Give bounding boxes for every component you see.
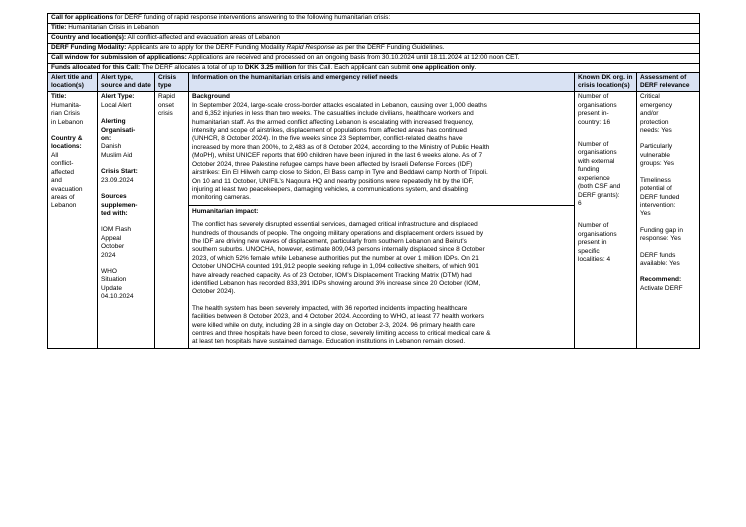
crisis-type-line: Rapid [158, 93, 175, 101]
alert-type-label: Alert Type: [101, 93, 135, 101]
funds-label: Funds allocated for this Call: [51, 63, 141, 71]
impact-line: southern suburbs. UNOCHA, however, estimate 809,043 persons internally displaced since 8 October [192, 246, 485, 254]
funds-amount: DKK 3.25 million [244, 63, 297, 71]
background-line: humanitarian staff. As the armed conflict affecting Lebanon is escalating with increased frequency, [192, 118, 474, 126]
background-line: October 2024, three Palestine refugee camps have been affected by Israeli Defense Forces (IDF) [192, 160, 473, 168]
impact-line: identified Lebanon has recorded 833,391 IDPs showing around 3% increase since 20 October (IOM, [192, 279, 481, 287]
funds-once: one application only [411, 63, 475, 71]
alert-title-line: rian Crisis [51, 110, 80, 118]
alerting-org-label: on: [101, 135, 112, 143]
column-header-information: Information on the humanitarian crisis and emergency relief needs [189, 73, 575, 92]
source-who: Situation [101, 276, 127, 284]
modality-text-2: as per the DERF Funding Guidelines. [334, 43, 445, 51]
alerting-org-value: Muslim Aid [101, 151, 133, 159]
title-label: Title: [51, 23, 67, 31]
title-row [48, 23, 700, 33]
crisis-type-cell [155, 92, 189, 348]
org-funding-line: organisations [578, 149, 617, 157]
alerting-org-label: Alerting [101, 118, 126, 126]
call-text: for DERF funding of rapid response interventions answering to the following humanitarian crisis: [113, 14, 391, 21]
country-label: Country and location(s): [51, 33, 127, 41]
org-count-line: organisations [578, 101, 617, 109]
impact-line: the IDF are driving new waves of displacement, particularly from southern Lebanon and Beirut’s [192, 237, 467, 245]
background-line: In September 2024, large-scale cross-border attacks escalated in Lebanon, causing over 1,000 deaths [192, 101, 487, 109]
sources-label: supplemen- [101, 201, 138, 209]
call-document [47, 13, 699, 349]
call-table [47, 13, 700, 349]
org-funding-line: (both CSF and [578, 183, 621, 191]
recommend-value: Activate DERF [640, 284, 683, 292]
modality-label: DERF Funding Modality: [51, 43, 127, 51]
assessment-timeliness: Yes [640, 210, 651, 218]
sources-label: Sources [101, 193, 127, 201]
impact-line: October 2024). [192, 288, 236, 296]
org-funding-line: 6 [578, 199, 582, 207]
country-locations-line: Lebanon [51, 202, 77, 210]
funds-cell [48, 63, 700, 73]
alert-title-cell [48, 92, 98, 348]
impact-section [189, 206, 574, 348]
background-line: increased by more than 200%, to 2,483 as of 8 October 2024, according to the Ministry of Public Health [192, 143, 490, 151]
country-locations-line: affected [51, 168, 75, 176]
background-line: (MoPH), whilst UNICEF reports that 690 children have been injured in the last 6 weeks alone. As of 7 [192, 152, 483, 160]
column-header-assessment: Assessment of DERF relevance [637, 73, 700, 92]
crisis-type-line: onset [158, 101, 174, 109]
alert-row [48, 92, 700, 348]
org-funding-line: DERF grants): [578, 191, 620, 199]
source-iom: IOM Flash [101, 226, 131, 234]
assessment-funds-available: DERF funds [640, 251, 676, 259]
impact-line: hundreds of thousands of people. The ongoing military operations and displacement orders issued by [192, 229, 484, 237]
assessment-vulnerable: Particularly [640, 143, 673, 151]
country-locations-label: locations: [51, 143, 82, 151]
source-iom: October [101, 243, 125, 251]
background-line: On 10 and 11 October, UNIFIL’s Naqoura HQ and nearby positions were repeatedly hit by the IDF, [192, 177, 474, 185]
assessment-timeliness: DERF funded [640, 193, 680, 201]
country-value: All conflict-affected and evacuation areas of Lebanon [126, 33, 281, 41]
health-line: were killed while on duty, including 28 in a single day on October 2-3, 2024. 96 primary health care [192, 321, 476, 329]
source-iom: 2024 [101, 251, 116, 259]
health-line: facilities between 8 October 2023, and 4 October 2024. According to WHO, at least 77 health workers [192, 313, 484, 321]
impact-line: have already reached capacity. As of 23 October, IOM’s Displacement Tracking Matrix (DTM) had [192, 271, 472, 279]
impact-line: 2023, of which 52% female while Lebanese authorities put the number at over 1 million IDPs. On 21 [192, 254, 479, 262]
modality-row [48, 43, 700, 53]
background-line: airstrikes: Ein El Hilweh camp close to Sidon, El Bass camp in Tyre and Beddawi camp North of Tripoli. [192, 169, 488, 177]
background-line: monitoring cameras. [192, 194, 251, 202]
known-dk-org-cell [575, 92, 637, 348]
assessment-critical: Critical [640, 93, 660, 101]
country-locations-line: conflict- [51, 160, 74, 168]
assessment-funds-available: available: Yes [640, 259, 680, 267]
org-funding-line: funding [578, 166, 600, 174]
window-label: Call window for submission of applications: [51, 53, 187, 61]
assessment-funding-gap: response: Yes [640, 235, 681, 243]
background-line: injuring at least two peacekeepers, damaging vehicles, a communications system, and disabling [192, 185, 469, 193]
assessment-critical: and/or [640, 110, 659, 118]
crisis-start-value: 23.09.2024 [101, 176, 134, 184]
org-localities-line: localities: 4 [578, 255, 611, 263]
recommend-label: Recommend: [640, 276, 682, 284]
alert-type-cell [98, 92, 155, 348]
source-who: WHO [101, 267, 117, 275]
sources-label: ted with: [101, 209, 128, 217]
column-header-alert-type: Alert type, source and date [98, 73, 155, 92]
org-localities-line: organisations [578, 230, 617, 238]
call-row [48, 14, 700, 24]
title-value: Humanitarian Crisis in Lebanon [66, 23, 159, 31]
health-line: The health system has been severely impacted, with 36 reported incidents impacting healthcare [192, 304, 468, 312]
modality-italic: Rapid Response [286, 43, 335, 51]
column-header-known-dk-org: Known DK org. in crisis location(s) [575, 73, 637, 92]
column-header-row [48, 73, 700, 92]
org-funding-line: Number of [578, 141, 609, 149]
country-locations-label: Country & [51, 135, 83, 143]
alert-title-line: Humanita- [51, 101, 81, 109]
call-cell [48, 14, 700, 24]
funds-text-1: The DERF allocates a total of up to [140, 63, 245, 71]
column-header-crisis-type: Crisis type [155, 73, 189, 92]
org-funding-line: experience [578, 174, 610, 182]
background-title: Background [192, 93, 230, 101]
assessment-vulnerable: groups: Yes [640, 160, 674, 168]
assessment-timeliness: potential of [640, 185, 672, 193]
alert-title-line: in Lebanon [51, 118, 84, 126]
call-label: Call for applications [51, 14, 114, 21]
alert-type-value: Local Alert [101, 101, 132, 109]
alerting-org-label: Organisati- [101, 126, 136, 134]
background-line: intensity and scope of airstrikes, displacement of populations from affected areas has continued [192, 127, 467, 135]
crisis-start-label: Crisis Start: [101, 168, 138, 176]
background-line: (UNHCR, 8 October 2024). In the five weeks since 23 September, conflict-related deaths have [192, 135, 463, 143]
crisis-type-line: crisis [158, 110, 173, 118]
column-header-alert-title: Alert title and location(s) [48, 73, 98, 92]
assessment-timeliness: Timeliness [640, 176, 671, 184]
org-localities-line: specific [578, 247, 600, 255]
modality-cell [48, 43, 700, 53]
assessment-critical: protection [640, 118, 669, 126]
org-funding-line: with external [578, 157, 615, 165]
assessment-cell [637, 92, 700, 348]
window-cell [48, 53, 700, 63]
funds-row [48, 63, 700, 73]
org-count-line: Number of [578, 93, 609, 101]
impact-title: Humanitarian impact: [192, 207, 259, 215]
background-section [189, 92, 574, 205]
org-count-line: present in- [578, 110, 609, 118]
country-locations-line: areas of [51, 193, 75, 201]
assessment-funding-gap: Funding gap in [640, 226, 684, 234]
alerting-org-value: Danish [101, 143, 122, 151]
health-line: at least ten hospitals have sustained damage. Education institutions in Lebanon remain closed. [192, 338, 466, 346]
country-locations-line: evacuation [51, 185, 83, 193]
source-iom: Appeal [101, 234, 122, 242]
assessment-critical: emergency [640, 101, 673, 109]
funds-text-2: for this Call. Each applicant can submit [296, 63, 412, 71]
window-row [48, 53, 700, 63]
background-line: and 6,352 injuries in less than two weeks. The casualties include civilians, healthcare workers and [192, 110, 474, 118]
source-who: 04.10.2024 [101, 293, 134, 301]
alert-title-label: Title: [51, 93, 67, 101]
assessment-timeliness: intervention: [640, 201, 676, 209]
org-localities-line: present in [578, 239, 607, 247]
impact-line: The conflict has severely disrupted essential services, damaged critical infrastructure and displaced [192, 221, 478, 229]
country-locations-line: All [51, 151, 59, 159]
org-localities-line: Number of [578, 222, 609, 230]
modality-text-1: Applicants are to apply for the DERF Funding Modality [126, 43, 287, 51]
source-who: Update [101, 284, 122, 292]
org-count-line: country: 16 [578, 118, 611, 126]
assessment-vulnerable: vulnerable [640, 151, 670, 159]
assessment-critical: needs: Yes [640, 127, 672, 135]
country-cell [48, 33, 700, 43]
funds-text-3: . [474, 63, 477, 71]
impact-line: October UNOCHA counted 191,912 people seeking refuge in 1,094 collective shelters, of which 901 [192, 263, 479, 271]
country-row [48, 33, 700, 43]
country-locations-line: and [51, 177, 62, 185]
information-cell [189, 92, 575, 348]
health-line: centres and three hospitals have been forced to close, severely limiting access to critical medical care & [192, 330, 491, 337]
title-cell [48, 23, 700, 33]
window-value: Applications are received and processed on an ongoing basis from 30.10.2024 until 18.11.2024 at 12:00 noon CET. [186, 53, 520, 61]
